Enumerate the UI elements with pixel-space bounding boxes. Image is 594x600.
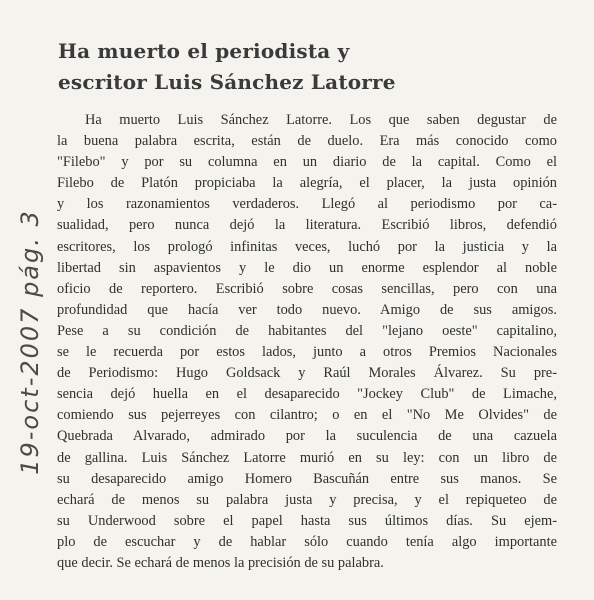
- article-line: comiendo sus pejerreyes con cilantro; o en el "No Me Olvides" de: [57, 407, 557, 424]
- article-line: su desaparecido amigo Homero Bascuñán entre sus manos. Se: [57, 470, 557, 487]
- article-line: la buena palabra escrita, están de duelo. Era más conocido como: [57, 133, 557, 150]
- article-line: sualidad, pero nunca dejó la literatura. Escribió libros, defendió: [57, 217, 557, 234]
- article-line: echará de menos su palabra justa y precisa, y el repiqueteo de: [57, 491, 557, 508]
- handwritten-note-text: 19-oct-2007 pág. 3: [16, 209, 44, 475]
- handwritten-date-note: [10, 172, 50, 512]
- article-line: oficio de reportero. Escribió sobre cosas sencillas, pero con una: [57, 280, 557, 297]
- article-line: Quebrada Alvarado, admirado por la suculencia de una cazuela: [57, 428, 557, 445]
- article-line: que decir. Se echará de menos la precisión de su palabra.: [57, 554, 384, 571]
- article-line: libertad sin aspavientos y le dio un enorme esplendor al noble: [57, 259, 557, 276]
- article-line: Ha muerto Luis Sánchez Latorre. Los que saben degustar de: [85, 112, 557, 128]
- article-title: [58, 36, 538, 98]
- article-line: se le recuerda por estos lados, junto a otros Premios Nacionales: [57, 344, 557, 361]
- article-line: de gallina. Luis Sánchez Latorre murió en su ley: con un libro de: [57, 449, 557, 466]
- article-line: Pese a su condición de habitantes del "lejano oeste" capitalino,: [57, 322, 557, 339]
- article-line: profundidad que hacía ver todo nuevo. Amigo de sus amigos.: [57, 301, 557, 318]
- title-line-2: escritor Luis Sánchez Latorre: [58, 70, 396, 94]
- article-line: escritores, los prologó infinitas veces, luchó por la justicia y la: [57, 238, 557, 255]
- article-line: sencia dejó huella en el desaparecido "Jockey Club" de Limache,: [57, 386, 557, 403]
- article-line: plo de escuchar y de hablar sólo cuando tenía algo importante: [57, 533, 557, 550]
- title-line-1: Ha muerto el periodista y: [58, 39, 350, 63]
- article-line: de Periodismo: Hugo Goldsack y Raúl Morales Álvarez. Su pre-: [57, 365, 557, 382]
- article-line: Filebo de Platón propiciaba la alegría, el placer, la justa opinión: [57, 175, 557, 192]
- article-body: [57, 110, 557, 574]
- article-line: y los razonamientos verdaderos. Llegó al periodismo por ca-: [57, 196, 557, 213]
- article-line: "Filebo" y por su columna en un diario de la capital. Como el: [57, 154, 557, 171]
- article-line: su Underwood sobre el papel hasta sus últimos días. Su ejem-: [57, 512, 557, 529]
